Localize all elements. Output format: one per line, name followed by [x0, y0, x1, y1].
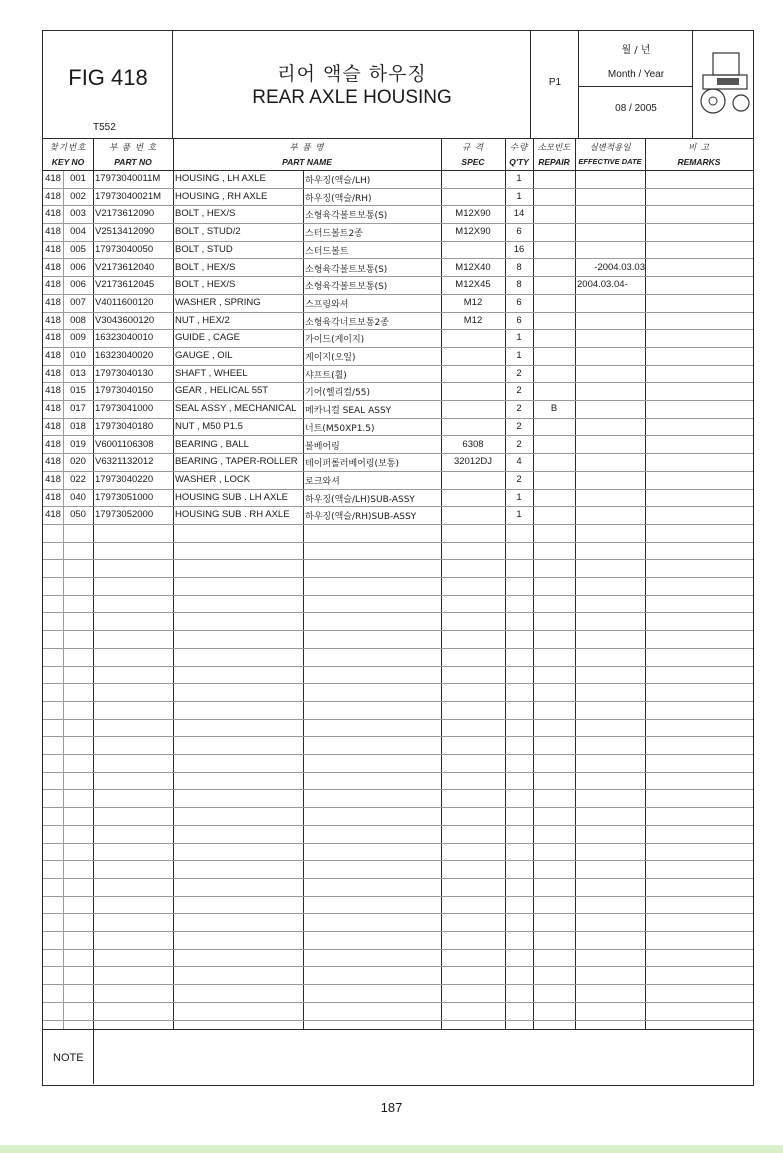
cell-part-no: V2173612090	[95, 208, 155, 220]
table-row	[43, 454, 753, 472]
cell-part-name-ko: 볼베어링	[305, 441, 340, 452]
cell-key-no: 002	[70, 190, 86, 202]
table-row	[43, 260, 753, 278]
table-row	[43, 684, 753, 702]
table-row	[43, 330, 753, 348]
table-row	[43, 950, 753, 968]
cell-qty: 2	[516, 473, 522, 485]
cell-fig: 418	[45, 208, 61, 220]
cell-key-no: 008	[70, 314, 86, 326]
cell-part-name-en: HOUSING , LH AXLE	[175, 173, 266, 184]
table-row	[43, 560, 753, 578]
date-label-korean: 월 / 년	[621, 45, 651, 56]
cell-spec: M12X40	[455, 261, 491, 273]
cell-part-name-ko: 소형육각볼트보통(S)	[305, 211, 388, 222]
cell-fig: 418	[45, 173, 61, 184]
cell-key-no: 050	[70, 509, 86, 521]
cell-key-no: 019	[70, 438, 86, 450]
table-row	[43, 206, 753, 224]
cell-part-no: V2173612045	[95, 279, 155, 291]
title-korean: 리어 액슬 하우징	[277, 63, 427, 85]
cell-qty: 6	[516, 314, 522, 326]
table-row	[43, 844, 753, 862]
cell-qty: 1	[516, 332, 522, 344]
cell-key-no: 020	[70, 456, 86, 468]
cell-key-no: 005	[70, 243, 86, 255]
cell-fig: 418	[45, 491, 61, 503]
cell-key-no: 018	[70, 420, 86, 432]
cell-qty: 2	[516, 385, 522, 397]
title-box	[173, 31, 531, 138]
cell-qty: 8	[516, 261, 522, 273]
cell-qty: 8	[516, 279, 522, 291]
cell-part-name-en: GAUGE , OIL	[175, 350, 233, 361]
column-header	[43, 138, 753, 171]
cell-qty: 14	[513, 208, 525, 220]
table-row	[43, 295, 753, 313]
table-row	[43, 366, 753, 384]
table-row	[43, 808, 753, 826]
cell-qty: 6	[516, 296, 522, 308]
cell-key-no: 007	[70, 296, 86, 308]
cell-key-no: 040	[70, 491, 86, 503]
note-area	[43, 1029, 753, 1085]
cell-part-no: 17973051000	[95, 491, 154, 503]
cell-part-name-ko: 소형육각너트보통2종	[305, 317, 389, 328]
cell-part-no: 17973040011M	[95, 173, 161, 184]
cell-part-name-en: BOLT , HEX/S	[175, 208, 236, 220]
table-row	[43, 578, 753, 596]
table-row	[43, 755, 753, 773]
cell-spec: 6308	[462, 438, 484, 450]
cell-part-no: 17973040220	[95, 473, 154, 485]
col-qty-ko: 수량	[509, 143, 529, 153]
cell-part-name-en: BOLT , STUD	[175, 243, 233, 255]
model-code: T552	[93, 122, 116, 133]
cell-fig: 418	[45, 438, 61, 450]
cell-part-name-ko: 메카니컬 SEAL ASSY	[305, 406, 392, 417]
cell-part-name-ko: 테이퍼롤러베어링(보통)	[305, 459, 399, 470]
cell-key-no: 013	[70, 367, 86, 379]
cell-fig: 418	[45, 261, 61, 273]
cell-key-no: 003	[70, 208, 86, 220]
cell-part-name-en: WASHER , SPRING	[175, 296, 261, 308]
cell-effective-date: -2004.03.03	[594, 261, 645, 273]
table-row	[43, 1003, 753, 1021]
cell-part-name-ko: 스터드볼트	[305, 246, 349, 257]
table-row	[43, 401, 753, 419]
cell-part-name-en: BEARING , TAPER-ROLLER	[175, 456, 298, 468]
cell-qty: 16	[513, 243, 525, 255]
title-english: REAR AXLE HOUSING	[252, 87, 452, 108]
parts-catalog-sheet	[42, 30, 754, 1086]
col-eff-en: EFFECTIVE DATE	[578, 157, 642, 166]
table-row	[43, 507, 753, 525]
cell-qty: 1	[516, 491, 522, 503]
cell-part-name-ko: 하우징(액슬/RH)	[305, 193, 372, 204]
cell-fig: 418	[45, 473, 61, 485]
cell-part-name-ko: 하우징(액슬/LH)	[305, 176, 371, 186]
cell-key-no: 015	[70, 385, 86, 397]
cell-part-no: 17973040180	[95, 420, 154, 432]
cell-part-name-en: WASHER , LOCK	[175, 473, 251, 485]
table-row	[43, 242, 753, 260]
cell-fig: 418	[45, 456, 61, 468]
cell-part-name-en: HOUSING SUB . RH AXLE	[175, 509, 290, 521]
cell-qty: 1	[516, 350, 522, 361]
table-row	[43, 897, 753, 915]
tractor-icon	[699, 43, 751, 123]
cell-part-no: V4011600120	[95, 296, 154, 308]
cell-part-name-en: SHAFT , WHEEL	[175, 367, 248, 379]
table-row	[43, 596, 753, 614]
table-row	[43, 614, 753, 632]
cell-fig: 418	[45, 420, 61, 432]
cell-qty: 1	[516, 190, 522, 202]
cell-spec: M12	[463, 296, 483, 308]
table-row	[43, 879, 753, 897]
cell-fig: 418	[45, 226, 61, 238]
cell-spec: M12X90	[455, 208, 491, 220]
table-row	[43, 737, 753, 755]
note-label: NOTE	[53, 1052, 84, 1064]
cell-qty: 2	[516, 403, 522, 415]
fig-number: FIG 418	[68, 65, 148, 90]
cell-effective-date: 2004.03.04-	[577, 279, 628, 291]
table-row	[43, 313, 753, 331]
cell-part-name-en: BOLT , STUD/2	[175, 226, 241, 238]
table-row	[43, 437, 753, 455]
table-row	[43, 171, 753, 189]
date-label-english: Month / Year	[607, 69, 665, 80]
cell-key-no: 004	[70, 226, 86, 238]
cell-part-name-en: BOLT , HEX/S	[175, 279, 236, 291]
table-row	[43, 968, 753, 986]
cell-fig: 418	[45, 190, 61, 202]
date-value: 08 / 2005	[615, 103, 657, 114]
table-row	[43, 383, 753, 401]
cell-part-name-ko: 게이지(오일)	[305, 353, 356, 363]
table-row	[43, 702, 753, 720]
table-row	[43, 932, 753, 950]
page-code: P1	[548, 77, 562, 88]
cell-part-no: V6001106308	[95, 438, 154, 450]
col-part-en: PART NO	[114, 157, 152, 167]
cell-fig: 418	[45, 314, 61, 326]
cell-part-name-en: BOLT , HEX/S	[175, 261, 236, 273]
cell-part-name-ko: 스프링와셔	[305, 299, 349, 310]
cell-qty: 1	[516, 173, 522, 184]
cell-fig: 418	[45, 403, 61, 415]
col-part-ko: 부 품 번 호	[109, 143, 157, 153]
table-row	[43, 985, 753, 1003]
table-row	[43, 914, 753, 932]
cell-key-no: 001	[70, 173, 86, 184]
cell-repair: B	[550, 403, 558, 415]
cell-part-name-en: NUT , HEX/2	[175, 314, 230, 326]
table-row	[43, 667, 753, 685]
col-qty-en: Q'TY	[509, 157, 529, 167]
cell-part-name-en: NUT , M50 P1.5	[175, 420, 243, 432]
col-name-en: PART NAME	[282, 157, 332, 167]
table-row	[43, 791, 753, 809]
col-name-ko: 부 품 명	[289, 143, 325, 153]
cell-spec: M12X90	[455, 226, 491, 238]
cell-part-name-en: BEARING , BALL	[175, 438, 249, 450]
col-repair-en: REPAIR	[538, 157, 570, 167]
page-number: 187	[380, 1100, 403, 1115]
cell-part-no: 17973040130	[95, 367, 154, 379]
cell-fig: 418	[45, 279, 61, 291]
cell-key-no: 017	[70, 403, 86, 415]
cell-part-no: 17973040050	[95, 243, 154, 255]
cell-key-no: 006	[70, 279, 86, 291]
cell-fig: 418	[45, 385, 61, 397]
cell-fig: 418	[45, 243, 61, 255]
cell-part-no: 16323040010	[95, 332, 154, 344]
cell-part-name-en: HOUSING SUB . LH AXLE	[175, 491, 288, 503]
cell-part-no: V3043600120	[95, 314, 155, 326]
cell-part-name-ko: 소형육각볼트보통(S)	[305, 282, 388, 293]
cell-qty: 2	[516, 367, 522, 379]
table-row	[43, 525, 753, 543]
table-row	[43, 189, 753, 207]
cell-part-name-en: HOUSING , RH AXLE	[175, 190, 268, 202]
cell-key-no: 009	[70, 332, 86, 344]
table-row	[43, 543, 753, 561]
cell-part-no: V6321132012	[95, 456, 154, 468]
table-row	[43, 720, 753, 738]
fig-box	[43, 31, 173, 138]
table-row	[43, 649, 753, 667]
cell-qty: 4	[516, 456, 522, 468]
cell-part-no: 17973041000	[95, 403, 154, 415]
table-row	[43, 419, 753, 437]
cell-part-name-en: GUIDE , CAGE	[175, 332, 240, 344]
cell-fig: 418	[45, 296, 61, 308]
cell-qty: 1	[516, 509, 522, 521]
table-row	[43, 631, 753, 649]
col-key-en: KEY NO	[51, 157, 85, 167]
table-row	[43, 277, 753, 295]
table-row	[43, 490, 753, 508]
cell-part-name-ko: 하우징(액슬/LH)SUB-ASSY	[305, 494, 415, 505]
cell-part-no: 17973040150	[95, 385, 154, 397]
date-box	[579, 31, 693, 138]
cell-part-no: 17973052000	[95, 509, 154, 521]
cell-key-no: 006	[70, 261, 86, 273]
tractor-box	[693, 31, 753, 138]
cell-part-no: V2513412090	[95, 226, 155, 238]
table-row	[43, 861, 753, 879]
cell-part-no: 16323040020	[95, 350, 154, 361]
cell-part-name-ko: 가이드(게이지)	[305, 335, 365, 346]
cell-qty: 2	[516, 420, 522, 432]
cell-fig: 418	[45, 367, 61, 379]
cell-fig: 418	[45, 509, 61, 521]
cell-part-name-ko: 소형육각볼트보통(S)	[305, 264, 388, 275]
cell-part-no: 17973040021M	[95, 190, 162, 202]
cell-part-name-ko: 너트(M50XP1.5)	[305, 423, 375, 434]
cell-qty: 2	[516, 438, 522, 450]
table-row	[43, 224, 753, 242]
cell-spec: 32012DJ	[453, 456, 493, 468]
cell-spec: M12X45	[455, 279, 491, 291]
col-spec-ko: 규 격	[461, 143, 485, 153]
table-row	[43, 826, 753, 844]
page-code-box	[531, 31, 579, 138]
cell-qty: 6	[516, 226, 522, 238]
cell-key-no: 010	[70, 350, 86, 361]
col-rem-ko: 비 고	[687, 143, 711, 153]
table-row	[43, 472, 753, 490]
cell-fig: 418	[45, 350, 61, 361]
cell-part-name-en: SEAL ASSY , MECHANICAL	[175, 403, 297, 415]
cell-part-name-ko: 스터드볼트2종	[305, 229, 363, 240]
cell-fig: 418	[45, 332, 61, 344]
table-row	[43, 348, 753, 366]
col-repair-ko: 소모빈도	[537, 143, 571, 153]
cell-spec: M12	[463, 314, 483, 326]
cell-part-name-ko: 하우징(액슬/RH)SUB-ASSY	[305, 512, 417, 523]
col-key-ko: 찾기번호	[49, 143, 87, 153]
col-rem-en: REMARKS	[677, 157, 721, 167]
cell-part-name-ko: 기어(헬리컬/55)	[305, 388, 370, 399]
cell-key-no: 022	[70, 473, 86, 485]
col-spec-en: SPEC	[461, 157, 485, 167]
scan-edge	[0, 1145, 783, 1153]
cell-part-name-ko: 샤프트(휠)	[305, 370, 347, 381]
cell-part-name-ko: 로크와셔	[305, 476, 340, 487]
table-row	[43, 773, 753, 791]
cell-part-no: V2173612040	[95, 261, 155, 273]
cell-part-name-en: GEAR , HELICAL 55T	[175, 385, 269, 397]
col-eff-ko: 실변적용일	[589, 143, 631, 153]
